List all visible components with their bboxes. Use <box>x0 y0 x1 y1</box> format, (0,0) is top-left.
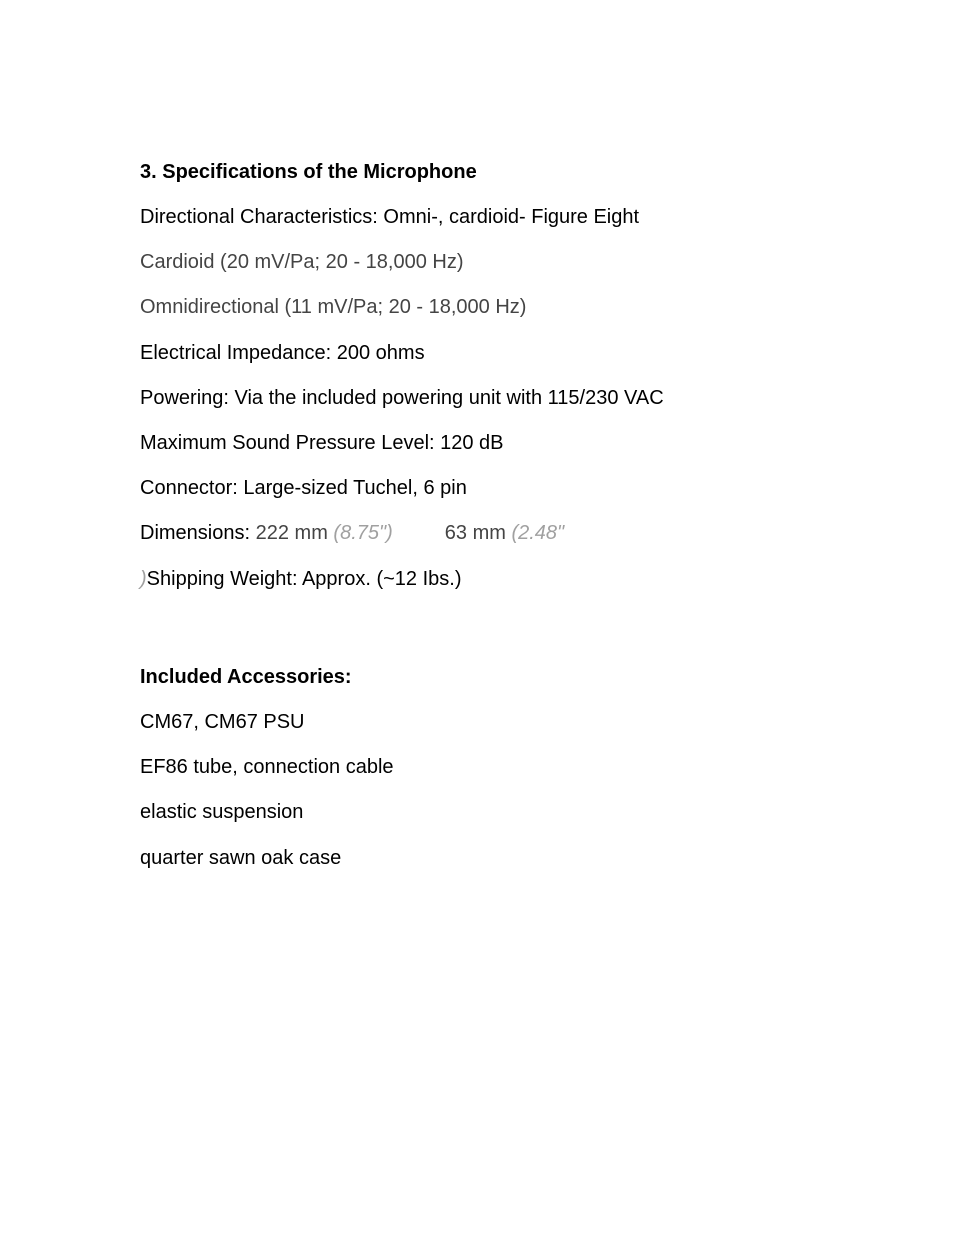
spec-dimensions <box>140 521 564 545</box>
spec-connector: Connector: Large-sized Tuchel, 6 pin <box>140 477 467 499</box>
accessory-item: quarter sawn oak case <box>140 847 342 869</box>
spec-max-spl: Maximum Sound Pressure Level: 120 dB <box>140 432 504 454</box>
accessory-item: CM67, CM67 PSU <box>140 711 305 733</box>
dimensions-diameter-in: (2.48" <box>511 522 565 544</box>
spec-directional: Directional Characteristics: Omni-, cardioid- Figure Eight <box>140 206 640 228</box>
specs-heading: 3. Specifications of the Microphone <box>140 161 477 183</box>
spec-weight <box>140 567 462 591</box>
accessories-heading: Included Accessories: <box>140 666 352 688</box>
accessory-item: EF86 tube, connection cable <box>140 756 394 778</box>
weight-text: Shipping Weight: Approx. (~12 Ibs.) <box>146 568 462 590</box>
spec-omni: Omnidirectional (11 mV/Pa; 20 - 18,000 Hz) <box>140 296 527 318</box>
dimensions-diameter-mm: 63 mm <box>444 522 512 544</box>
dimensions-label: Dimensions: <box>140 522 256 544</box>
dimensions-length-mm: 222 mm <box>255 522 334 544</box>
accessory-item: elastic suspension <box>140 801 304 823</box>
weight-paren: ) <box>140 568 147 590</box>
spec-powering: Powering: Via the included powering unit with 115/230 VAC <box>140 387 664 409</box>
spec-impedance: Electrical Impedance: 200 ohms <box>140 342 425 364</box>
spec-cardioid: Cardioid (20 mV/Pa; 20 - 18,000 Hz) <box>140 251 464 273</box>
dimensions-length-in: (8.75") <box>333 522 393 544</box>
